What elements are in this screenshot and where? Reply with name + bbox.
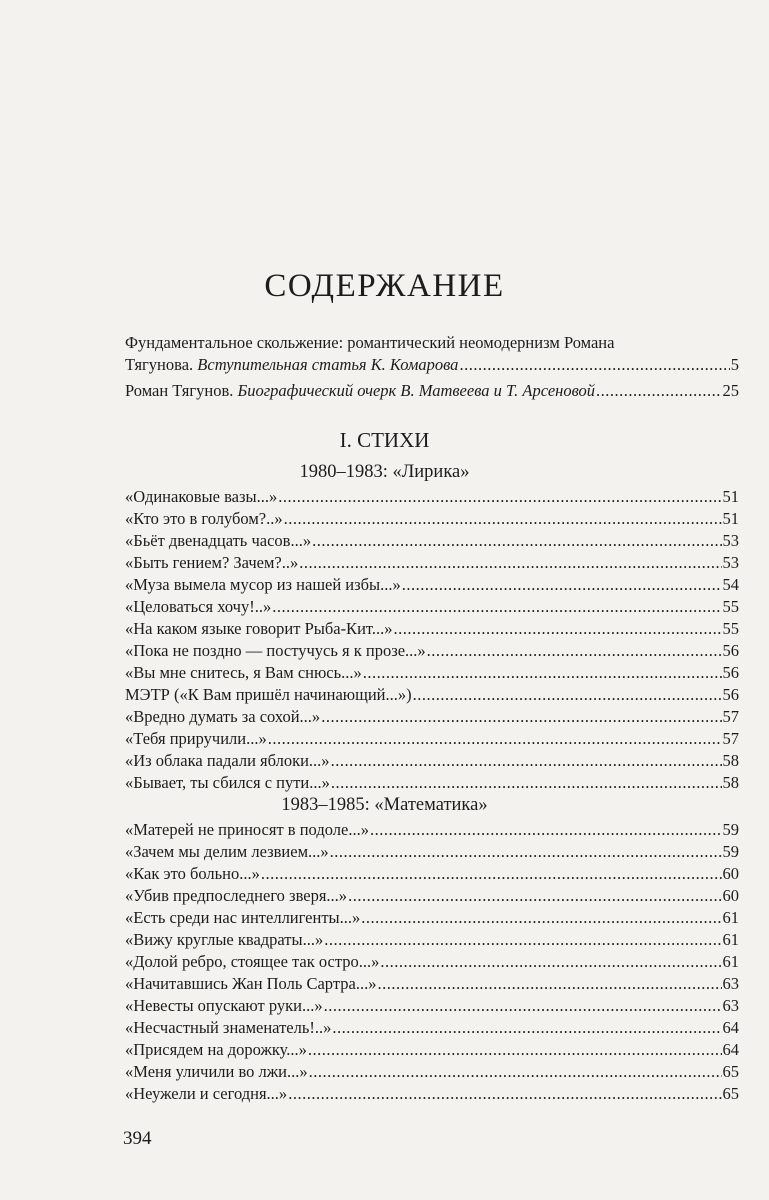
dot-leader (363, 663, 722, 683)
entry-text: «Бьёт двенадцать часов...» (125, 531, 312, 550)
dot-leader (413, 685, 722, 705)
page-ref: 25 (722, 381, 739, 400)
page-ref: 63 (722, 974, 739, 993)
dot-leader (596, 381, 721, 401)
toc-entry (125, 597, 739, 619)
page-ref: 55 (722, 619, 739, 638)
toc-entry (125, 864, 739, 886)
entry-text: «Убив предпоследнего зверя...» (125, 886, 348, 905)
dot-leader (361, 908, 721, 928)
toc-entry (125, 751, 739, 773)
entry-text: «На каком языке говорит Рыба-Кит...» (125, 619, 393, 638)
toc-entry (125, 641, 739, 663)
entry-text: Роман Тягунов. (125, 381, 238, 400)
dot-leader (394, 619, 722, 639)
intro-entries (125, 333, 739, 403)
dot-leader (261, 864, 722, 884)
toc-entry (125, 1062, 739, 1084)
toc-entry (125, 773, 739, 795)
page-ref: 56 (722, 641, 739, 660)
entry-text: МЭТР («К Вам пришёл начинающий...») (125, 685, 412, 704)
entry-text: «Долой ребро, стоящее так остро...» (125, 952, 380, 971)
toc-entry (125, 820, 739, 842)
entry-text: «Муза вымела мусор из нашей избы...» (125, 575, 401, 594)
page-ref: 55 (722, 597, 739, 616)
page-ref: 58 (722, 751, 739, 770)
entry-text: «Начитавшись Жан Поль Сартра...» (125, 974, 377, 993)
dot-leader (330, 842, 722, 862)
dot-leader (348, 886, 721, 906)
entry-text: «Есть среди нас интеллигенты...» (125, 908, 361, 927)
page-ref: 53 (722, 531, 739, 550)
toc-entry (125, 930, 739, 952)
page-ref: 58 (722, 773, 739, 792)
entry-text: «Неужели и сегодня...» (125, 1084, 288, 1103)
entry-text: «Несчастный знаменатель!..» (125, 1018, 332, 1037)
toc-entry (125, 842, 739, 864)
toc-entry (125, 952, 739, 974)
entry-text: «Присядем на дорожку...» (125, 1040, 307, 1059)
entry-text: «Кто это в голубом?..» (125, 509, 283, 528)
toc-entry (125, 509, 739, 531)
page-ref: 5 (730, 355, 739, 374)
page-number: 394 (123, 1128, 152, 1149)
toc-entry (125, 908, 739, 930)
dot-leader (288, 1084, 721, 1104)
page-ref: 61 (722, 930, 739, 949)
dot-leader (427, 641, 722, 661)
entry-text: «Одинаковые вазы...» (125, 487, 278, 506)
dot-leader (459, 355, 729, 375)
toc-entry (125, 685, 739, 707)
toc-entry (125, 1040, 739, 1062)
entry-text: «Пока не поздно — постучусь я к прозе...» (125, 641, 426, 660)
toc-entry (125, 553, 739, 575)
toc-entry (125, 1018, 739, 1040)
entry-text: «Вредно думать за сохой...» (125, 707, 321, 726)
dot-leader (324, 930, 721, 950)
dot-leader (332, 1018, 721, 1038)
page-ref: 65 (722, 1062, 739, 1081)
toc-entry (125, 886, 739, 908)
page-ref: 54 (722, 575, 739, 594)
group-list-mathematics (125, 820, 739, 1106)
group-list-lyrics (125, 487, 739, 795)
entry-text: Тягунова. (125, 355, 198, 374)
dot-leader (377, 974, 721, 994)
page-ref: 60 (722, 886, 739, 905)
toc-entry (125, 663, 739, 685)
dot-leader (308, 1040, 722, 1060)
page-ref: 56 (722, 663, 739, 682)
dot-leader (402, 575, 722, 595)
entry-text: «Целоваться хочу!..» (125, 597, 272, 616)
dot-leader (331, 751, 722, 771)
toc-entry (125, 729, 739, 751)
page-ref: 57 (722, 729, 739, 748)
dot-leader (272, 597, 721, 617)
dot-leader (278, 487, 721, 507)
toc-entry (125, 575, 739, 597)
entry-text: «Тебя приручили...» (125, 729, 267, 748)
dot-leader (268, 729, 722, 749)
entry-text: «Невесты опускают руки...» (125, 996, 323, 1015)
dot-leader (299, 553, 721, 573)
toc-entry (125, 619, 739, 641)
dot-leader (331, 773, 722, 793)
page-ref: 64 (722, 1040, 739, 1059)
toc-entry (125, 996, 739, 1018)
page-ref: 57 (722, 707, 739, 726)
entry-italic-text: Биографический очерк В. Матвеева и Т. Арсеновой (237, 381, 596, 400)
dot-leader (370, 820, 722, 840)
entry-text: «Из облака падали яблоки...» (125, 751, 330, 770)
dot-leader (380, 952, 721, 972)
toc-entry-foreword-line2 (125, 355, 739, 377)
dot-leader (324, 996, 722, 1016)
page-title: СОДЕРЖАНИЕ (264, 268, 505, 304)
group-title-mathematics: 1983–1985: «Математика» (281, 795, 488, 815)
entry-text: «Быть гением? Зачем?..» (125, 553, 299, 572)
toc-entry (125, 487, 739, 509)
entry-italic-text: Вступительная статья К. Комарова (197, 355, 459, 374)
group-title-lyrics: 1980–1983: «Лирика» (299, 462, 470, 482)
page-ref: 51 (722, 509, 739, 528)
page-ref: 53 (722, 553, 739, 572)
toc-entry (125, 1084, 739, 1106)
entry-text: «Вижу круглые квадраты...» (125, 930, 324, 949)
page-ref: 63 (722, 996, 739, 1015)
page-ref: 61 (722, 952, 739, 971)
entry-text: «Вы мне снитесь, я Вам снюсь...» (125, 663, 362, 682)
toc-entry-foreword-line1: Фундаментальное скольжение: романтический неомодернизм Романа (125, 333, 615, 352)
toc-entry-biography (125, 381, 739, 403)
toc-entry (125, 707, 739, 729)
page-ref: 64 (722, 1018, 739, 1037)
dot-leader (284, 509, 722, 529)
entry-text: «Как это больно...» (125, 864, 260, 883)
entry-text: «Меня уличили во лжи...» (125, 1062, 308, 1081)
toc-entry (125, 531, 739, 553)
page-ref: 61 (722, 908, 739, 927)
dot-leader (312, 531, 721, 551)
entry-text: «Матерей не приносят в подоле...» (125, 820, 369, 839)
page-ref: 60 (722, 864, 739, 883)
entry-text: «Бывает, ты сбился с пути...» (125, 773, 330, 792)
page-ref: 65 (722, 1084, 739, 1103)
dot-leader (309, 1062, 722, 1082)
page-ref: 59 (722, 820, 739, 839)
toc-entry (125, 974, 739, 996)
page-ref: 56 (722, 685, 739, 704)
section-title: I. СТИХИ (339, 428, 430, 452)
entry-text: «Зачем мы делим лезвием...» (125, 842, 329, 861)
page-ref: 51 (722, 487, 739, 506)
dot-leader (321, 707, 721, 727)
page-ref: 59 (722, 842, 739, 861)
